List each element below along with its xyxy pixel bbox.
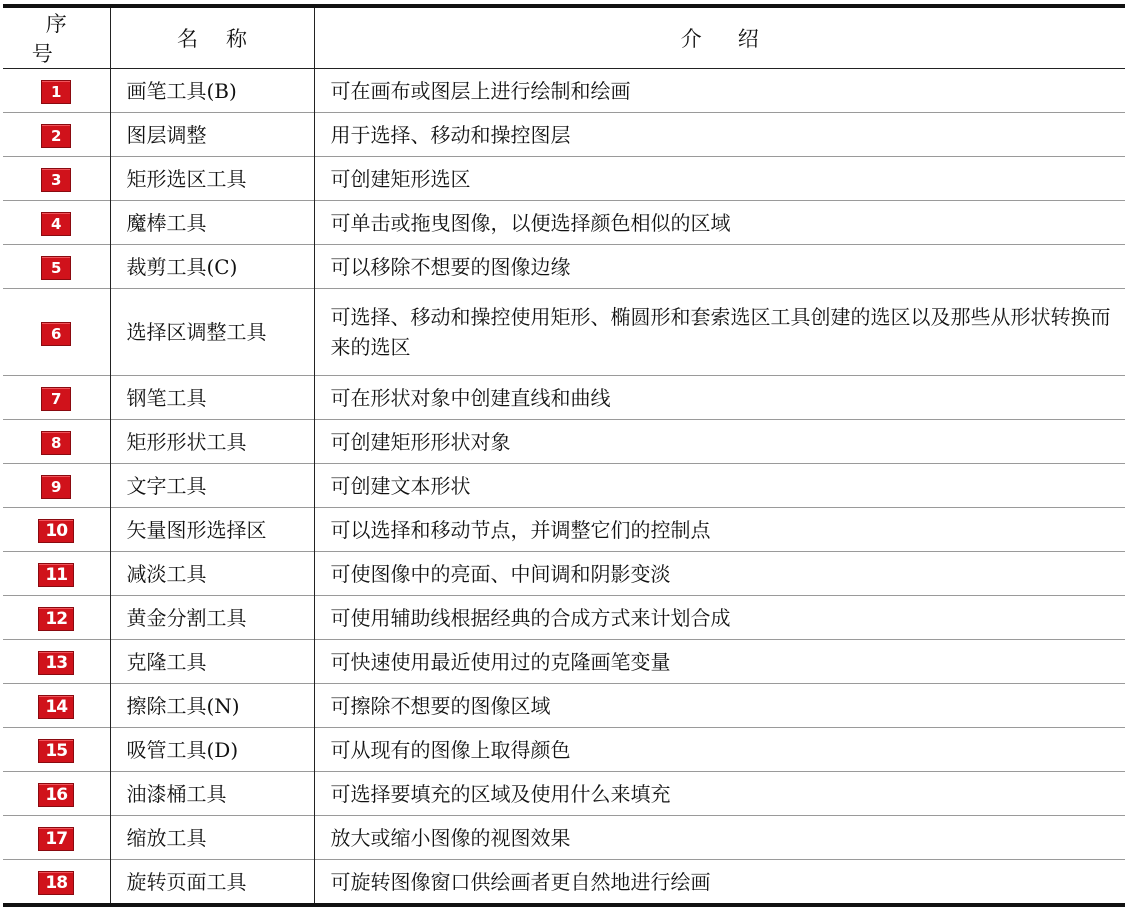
- number-badge: 4: [41, 212, 71, 236]
- number-badge: 3: [41, 168, 71, 192]
- number-badge: 14: [38, 695, 74, 719]
- row-number-cell: [3, 69, 110, 113]
- tool-name-cell: 文字工具: [110, 464, 314, 508]
- tool-description-cell: 可快速使用最近使用过的克隆画笔变量: [314, 640, 1125, 684]
- tool-name-cell: 选择区调整工具: [110, 289, 314, 376]
- number-badge: 12: [38, 607, 74, 631]
- table-row: [3, 69, 1125, 113]
- number-badge: 15: [38, 739, 74, 763]
- tool-description-cell: 可擦除不想要的图像区域: [314, 684, 1125, 728]
- table-row: [3, 860, 1125, 906]
- tool-name-cell: 缩放工具: [110, 816, 314, 860]
- tool-description-cell: 可使用辅助线根据经典的合成方式来计划合成: [314, 596, 1125, 640]
- tool-description-cell: 可使图像中的亮面、中间调和阴影变淡: [314, 552, 1125, 596]
- number-badge: 10: [38, 519, 74, 543]
- number-badge: 9: [41, 475, 71, 499]
- tool-name-cell: 画笔工具(B): [110, 69, 314, 113]
- row-number-cell: [3, 728, 110, 772]
- table-row: [3, 596, 1125, 640]
- number-badge: 17: [38, 827, 74, 851]
- tool-description-cell: 可以移除不想要的图像边缘: [314, 245, 1125, 289]
- number-badge: 6: [41, 322, 71, 346]
- tool-description-cell: 可选择、移动和操控使用矩形、椭圆形和套索选区工具创建的选区以及那些从形状转换而来的选区: [314, 289, 1125, 376]
- tool-description-cell: 可选择要填充的区域及使用什么来填充: [314, 772, 1125, 816]
- table-row: [3, 201, 1125, 245]
- row-number-cell: [3, 640, 110, 684]
- table-row: [3, 728, 1125, 772]
- row-number-cell: [3, 508, 110, 552]
- tool-description-cell: 放大或缩小图像的视图效果: [314, 816, 1125, 860]
- tool-name-cell: 钢笔工具: [110, 376, 314, 420]
- row-number-cell: [3, 201, 110, 245]
- row-number-cell: [3, 684, 110, 728]
- number-badge: 13: [38, 651, 74, 675]
- row-number-cell: [3, 596, 110, 640]
- tool-description-cell: 可以选择和移动节点，并调整它们的控制点: [314, 508, 1125, 552]
- table-row: [3, 772, 1125, 816]
- table-row: [3, 157, 1125, 201]
- tool-name-cell: 裁剪工具(C): [110, 245, 314, 289]
- tool-description-cell: 可从现有的图像上取得颜色: [314, 728, 1125, 772]
- tool-description-cell: 可在画布或图层上进行绘制和绘画: [314, 69, 1125, 113]
- table-row: [3, 245, 1125, 289]
- tool-description-cell: 可创建矩形选区: [314, 157, 1125, 201]
- header-number: 序号: [3, 6, 110, 69]
- row-number-cell: [3, 552, 110, 596]
- tool-table: [3, 4, 1125, 907]
- tool-name-cell: 魔棒工具: [110, 201, 314, 245]
- tool-name-cell: 擦除工具(N): [110, 684, 314, 728]
- tool-name-cell: 矩形形状工具: [110, 420, 314, 464]
- table-row: [3, 420, 1125, 464]
- number-badge: 8: [41, 431, 71, 455]
- tool-name-cell: 黄金分割工具: [110, 596, 314, 640]
- row-number-cell: [3, 816, 110, 860]
- table-row: [3, 684, 1125, 728]
- table-body: [3, 69, 1125, 906]
- tool-description-cell: 可在形状对象中创建直线和曲线: [314, 376, 1125, 420]
- row-number-cell: [3, 464, 110, 508]
- row-number-cell: [3, 860, 110, 906]
- table-row: [3, 113, 1125, 157]
- tool-name-cell: 旋转页面工具: [110, 860, 314, 906]
- tool-description-cell: 可旋转图像窗口供绘画者更自然地进行绘画: [314, 860, 1125, 906]
- tool-name-cell: 克隆工具: [110, 640, 314, 684]
- tool-name-cell: 图层调整: [110, 113, 314, 157]
- table-row: [3, 289, 1125, 376]
- row-number-cell: [3, 420, 110, 464]
- table-row: [3, 376, 1125, 420]
- row-number-cell: [3, 157, 110, 201]
- table-row: [3, 464, 1125, 508]
- number-badge: 5: [41, 256, 71, 280]
- tool-description-cell: 可创建矩形形状对象: [314, 420, 1125, 464]
- tool-name-cell: 油漆桶工具: [110, 772, 314, 816]
- tool-name-cell: 矩形选区工具: [110, 157, 314, 201]
- row-number-cell: [3, 113, 110, 157]
- row-number-cell: [3, 289, 110, 376]
- table-row: [3, 508, 1125, 552]
- number-badge: 7: [41, 387, 71, 411]
- tool-description-cell: 可创建文本形状: [314, 464, 1125, 508]
- table-row: [3, 816, 1125, 860]
- tool-description-cell: 可单击或拖曳图像，以便选择颜色相似的区域: [314, 201, 1125, 245]
- table-row: [3, 552, 1125, 596]
- tool-name-cell: 减淡工具: [110, 552, 314, 596]
- number-badge: 11: [38, 563, 74, 587]
- row-number-cell: [3, 245, 110, 289]
- tool-description-cell: 用于选择、移动和操控图层: [314, 113, 1125, 157]
- header-name: 名称: [110, 6, 314, 69]
- table-row: [3, 640, 1125, 684]
- row-number-cell: [3, 376, 110, 420]
- number-badge: 1: [41, 80, 71, 104]
- tool-name-cell: 吸管工具(D): [110, 728, 314, 772]
- header-description: 介绍: [314, 6, 1125, 69]
- number-badge: 16: [38, 783, 74, 807]
- row-number-cell: [3, 772, 110, 816]
- tool-name-cell: 矢量图形选择区: [110, 508, 314, 552]
- number-badge: 2: [41, 124, 71, 148]
- header-row: [3, 6, 1125, 69]
- number-badge: 18: [38, 871, 74, 895]
